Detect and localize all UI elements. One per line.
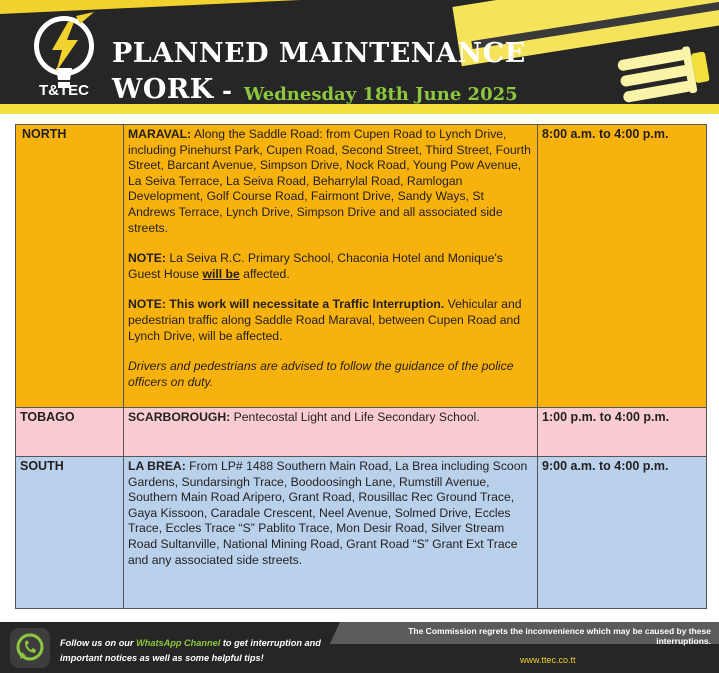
time-north: 8:00 a.m. to 4:00 p.m. [538, 125, 707, 408]
areas-tobago: SCARBOROUGH: Pentecostal Light and Life Secondary School. [124, 408, 538, 457]
page-title-line2: WORK [112, 74, 214, 105]
north-advice: Drivers and pedestrians are advised to follow the guidance of the police officers on duty. [128, 359, 514, 389]
region-tobago: TOBAGO [16, 408, 124, 457]
north-note-1: NOTE: La Seiva R.C. Primary School, Chaconia Hotel and Monique's Guest House will be affected. [128, 251, 503, 281]
footer [0, 622, 719, 673]
north-description: MARAVAL: Along the Saddle Road: from Cupen Road to Lynch Drive, including Pinehurst Park, Cupen Road, Second Street, Third Street, Fourth Street, Barcant Avenue, Simpson Drive, Nock Road, Young Pow Avenue, La Seiva Terrace, La Seiva Road, Beharrylal Road, Ramlogan Development, Golf Course Road, Fairmont Drive, Sandy Ways, St Andrews Terrace, Lynch Drive, Simpson Drive and all associated side streets. [128, 127, 531, 235]
areas-north [124, 125, 538, 408]
table-row-south [16, 457, 707, 609]
areas-south: LA BREA: From LP# 1488 Southern Main Road, La Brea including Scoon Gardens, Sundarsingh Trace, Boodoosingh Lane, Rumstill Avenue, Southern Main Road Aripero, Grant Road, Rousillac Rec Ground Trace, Gaya Kissoon, Caradale Crescent, Neel Avenue, Solmed Drive, Eccles Trace, Eccles Trace “S” Pablito Trace, Mon Desir Road, Silver Stream Road Sultanville, National Mining Road, Grant Road “S” Grant Ext Trace and any associated side streets. [124, 457, 538, 609]
regret-notice: The Commission regrets the inconvenience which may be caused by these interruptions. [408, 626, 711, 646]
logo-text: T&TEC [39, 82, 89, 99]
title-separator: - [222, 76, 232, 105]
region-south: SOUTH [16, 457, 124, 609]
website-link[interactable]: www.ttec.co.tt [520, 655, 576, 665]
time-south: 9:00 a.m. to 4:00 p.m. [538, 457, 707, 609]
header [0, 0, 719, 114]
maintenance-table-wrapper [15, 124, 706, 608]
region-north: NORTH [16, 125, 124, 408]
maintenance-table [15, 124, 707, 609]
follow-message: Follow us on our WhatsApp Channel to get interruption and important notices as well as some helpful tips! [60, 638, 321, 663]
page-title-line1: PLANNED MAINTENANCE [112, 38, 526, 69]
maintenance-date: Wednesday 18th June 2025 [244, 84, 518, 105]
north-note-2: NOTE: This work will necessitate a Traffic Interruption. Vehicular and pedestrian traffic along Saddle Road Maraval, between Cupen Road and Lynch Drive, will be affected. [128, 297, 522, 343]
whatsapp-icon[interactable] [10, 628, 50, 668]
energy-bulb-icon [602, 40, 712, 110]
time-tobago: 1:00 p.m. to 4:00 p.m. [538, 408, 707, 457]
table-row-tobago [16, 408, 707, 457]
table-row-north [16, 125, 707, 408]
whatsapp-channel-link[interactable]: WhatsApp Channel [136, 638, 221, 648]
